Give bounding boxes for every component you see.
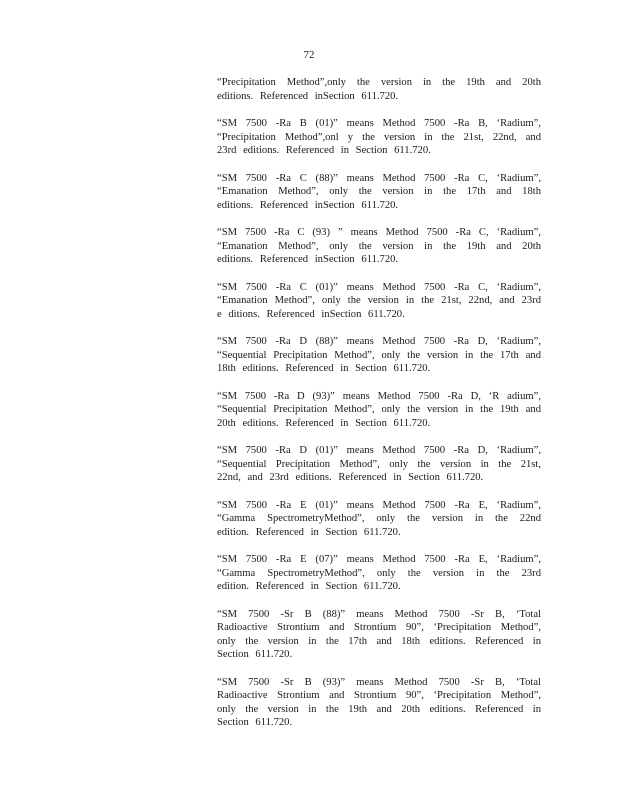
text-line: Section 611.720. (217, 717, 293, 728)
text-line: “SM 7500 -Sr B (88)” means Method 7500 -Sr B, ‘Total (217, 608, 541, 620)
definition-paragraph (217, 226, 541, 267)
text-line: “SM 7500 -Ra D (93)” means Method 7500 -Ra D, ‘R adium”, (217, 390, 541, 402)
text-line: “Precipitation Method”,only the version in the 19th and 20th (217, 77, 541, 88)
text-line: Section 611.720. (217, 649, 293, 660)
definition-paragraph (217, 76, 541, 103)
definition-paragraph (217, 281, 541, 322)
text-line: “Sequential Precipitation Method”, only the version in the 19th and (217, 404, 541, 415)
text-line: e ditions. Referenced inSection 611.720. (217, 308, 405, 320)
text-line: only the version in the 17th and 18th editions. Referenced in (217, 635, 541, 647)
definition-paragraph (217, 335, 541, 376)
text-line: “SM 7500 -Ra D (88)” means Method 7500 -Ra D, ‘Radium”, (217, 336, 541, 347)
text-line: edition. Referenced in Section 611.720. (217, 526, 401, 538)
text-line: “Precipitation Method”,onl y the version in the 21st, 22nd, and (217, 131, 541, 143)
text-line: “SM 7500 -Ra C (93) ” means Method 7500 -Ra C, ‘Radium”, (217, 227, 541, 238)
text-line: “SM 7500 -Ra C (88)” means Method 7500 -Ra C, ‘Radium”, (217, 172, 541, 184)
definition-paragraph (217, 172, 541, 213)
definition-paragraph (217, 390, 541, 431)
text-line: 22nd, and 23rd editions. Referenced in Section 611.720. (217, 472, 484, 483)
text-line: 23rd editions. Referenced in Section 611.720. (217, 145, 431, 156)
text-line: “Emanation Method”, only the version in the 21st, 22nd, and 23rd (217, 295, 541, 306)
text-line: “SM 7500 -Ra D (01)” means Method 7500 -Ra D, ‘Radium”, (217, 445, 541, 456)
text-line: only the version in the 19th and 20th editions. Referenced in (217, 703, 541, 715)
definition-paragraph (217, 499, 541, 540)
definition-paragraph (217, 117, 541, 158)
text-line: “Emanation Method”, only the version in the 19th and 20th (217, 240, 541, 252)
text-line: editions. Referenced inSection 611.720. (217, 90, 399, 102)
text-line: “SM 7500 -Sr B (93)” means Method 7500 -Sr B, ‘Total (217, 676, 541, 688)
page-number: 72 (303, 49, 315, 61)
text-line: 18th editions. Referenced in Section 611.720. (217, 363, 431, 374)
text-line: “Gamma SpectrometryMethod”, only the version in the 22nd (217, 513, 541, 524)
definition-paragraph (217, 553, 541, 594)
text-line: editions. Referenced inSection 611.720. (217, 199, 399, 211)
definition-paragraph (217, 444, 541, 485)
text-line: editions. Referenced inSection 611.720. (217, 254, 399, 265)
text-line: “Sequential Precipitation Method”, only the version in the 21st, (217, 458, 541, 470)
text-line: 20th editions. Referenced in Section 611.720. (217, 417, 431, 429)
text-line: “SM 7500 -Ra C (01)” means Method 7500 -Ra C, ‘Radium”, (217, 281, 541, 293)
text-line: “SM 7500 -Ra E (07)” means Method 7500 -Ra E, ‘Radium”, (217, 554, 541, 565)
definition-paragraph (217, 676, 541, 730)
text-line: “Emanation Method”, only the version in the 17th and 18th (217, 186, 541, 197)
text-line: “SM 7500 -Ra E (01)” means Method 7500 -Ra E, ‘Radium”, (217, 499, 541, 511)
text-line: edition. Referenced in Section 611.720. (217, 581, 401, 592)
document-body (217, 76, 541, 744)
text-line: “SM 7500 -Ra B (01)” means Method 7500 -Ra B, ‘Radium”, (217, 118, 541, 129)
text-line: Radioactive Strontium and Strontium 90”, ‘Precipitation Method”, (217, 622, 541, 633)
text-line: “Gamma SpectrometryMethod”, only the version in the 23rd (217, 567, 541, 579)
definition-paragraph (217, 608, 541, 662)
text-line: Radioactive Strontium and Strontium 90”, ‘Precipitation Method”, (217, 690, 541, 701)
text-line: “Sequential Precipitation Method”, only the version in the 17th and (217, 349, 541, 361)
